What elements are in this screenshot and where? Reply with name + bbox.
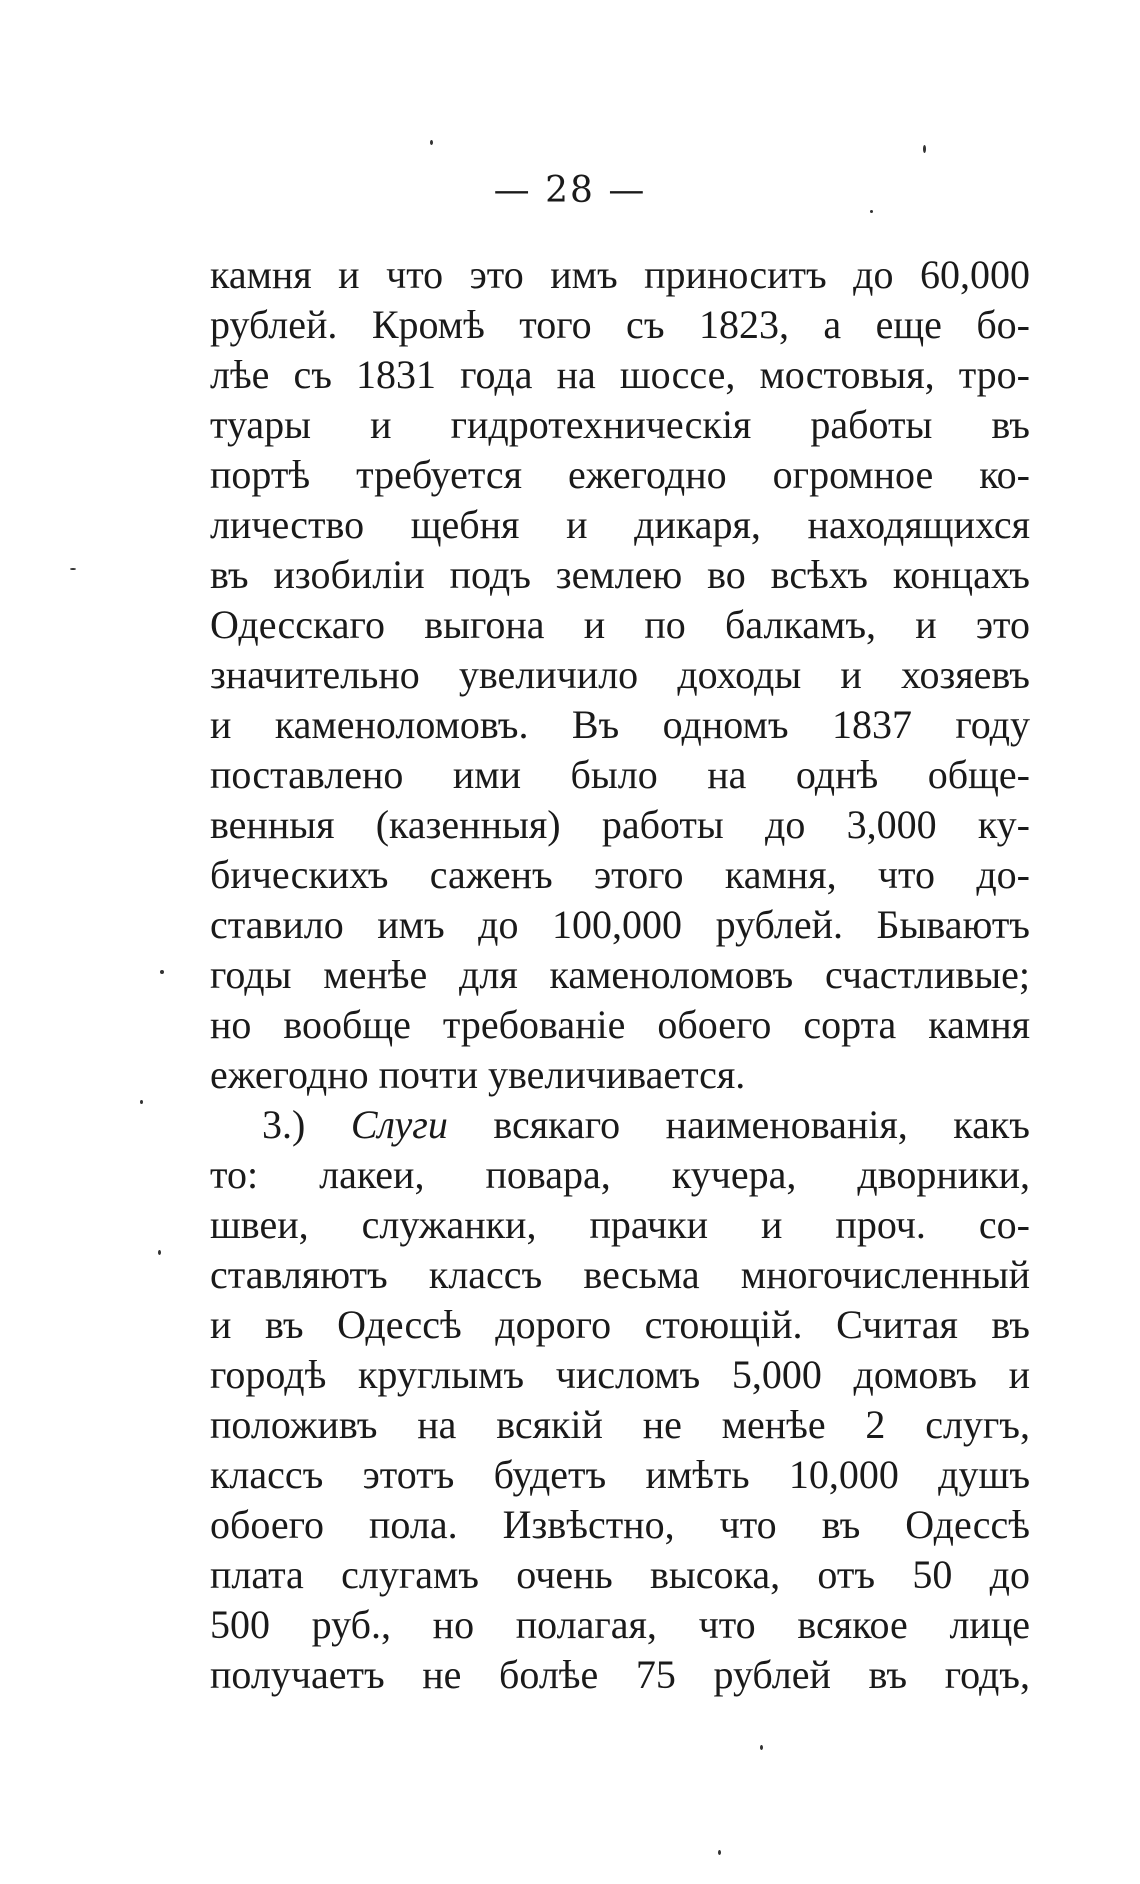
scan-speck bbox=[718, 1850, 721, 1855]
body-text bbox=[210, 250, 1030, 1700]
text-line: годы менѣе для каменоломовъ счастливые; bbox=[210, 952, 1030, 997]
text-line: рублей. Кромѣ того съ 1823, а еще бо- bbox=[210, 302, 1030, 347]
text-line: 500 руб., но полагая, что всякое лице bbox=[210, 1602, 1030, 1647]
scan-speck bbox=[158, 1250, 161, 1255]
scan-speck bbox=[70, 568, 76, 570]
text-fragment: всякаго наименованія, какъ bbox=[447, 1102, 1030, 1147]
text-line: обоего пола. Извѣстно, что въ Одессѣ bbox=[210, 1502, 1030, 1547]
scan-speck bbox=[140, 1100, 143, 1104]
paragraph-first-line bbox=[210, 1100, 1030, 1150]
text-line: и въ Одессѣ дорого стоющій. Считая въ bbox=[210, 1302, 1030, 1347]
text-line: туары и гидротехническія работы въ bbox=[210, 402, 1030, 447]
text-line: портѣ требуется ежегодно огромное ко- bbox=[210, 452, 1030, 497]
text-line: личество щебня и дикаря, находящихся bbox=[210, 502, 1030, 547]
scan-speck bbox=[160, 970, 164, 974]
scan-speck bbox=[870, 210, 873, 213]
text-line: но вообще требованіе обоего сорта камня bbox=[210, 1002, 1030, 1047]
text-line: бическихъ саженъ этого камня, что до- bbox=[210, 852, 1030, 897]
text-line: значительно увеличило доходы и хозяевъ bbox=[210, 652, 1030, 697]
text-line: ставляютъ классъ весьма многочисленный bbox=[210, 1252, 1030, 1297]
text-line: и каменоломовъ. Въ одномъ 1837 году bbox=[210, 702, 1030, 747]
scan-speck bbox=[923, 145, 926, 153]
scan-speck bbox=[760, 1745, 763, 1750]
text-line: въ изобиліи подъ землею во всѣхъ концахъ bbox=[210, 552, 1030, 597]
italic-term: Слуги bbox=[350, 1102, 448, 1147]
text-line: лѣе съ 1831 года на шоссе, мостовыя, тро- bbox=[210, 352, 1030, 397]
text-line: Одесскаго выгона и по балкамъ, и это bbox=[210, 602, 1030, 647]
scan-speck bbox=[430, 140, 433, 145]
text-line: плата слугамъ очень высока, отъ 50 до bbox=[210, 1552, 1030, 1597]
text-line: ставило имъ до 100,000 рублей. Бываютъ bbox=[210, 902, 1030, 947]
text-line: швеи, служанки, прачки и проч. со- bbox=[210, 1202, 1030, 1247]
text-line: венныя (казенныя) работы до 3,000 ку- bbox=[210, 802, 1030, 847]
text-line: положивъ на всякій не менѣе 2 слугъ, bbox=[210, 1402, 1030, 1447]
text-line: камня и что это имъ приноситъ до 60,000 bbox=[210, 252, 1030, 297]
text-line: то: лакеи, повара, кучера, дворники, bbox=[210, 1152, 1030, 1197]
list-number: 3.) bbox=[262, 1102, 351, 1147]
text-line: ежегодно почти увеличивается. bbox=[210, 1052, 746, 1097]
text-line: городѣ круглымъ числомъ 5,000 домовъ и bbox=[210, 1352, 1030, 1397]
text-line: классъ этотъ будетъ имѣть 10,000 душъ bbox=[210, 1452, 1030, 1497]
text-line: получаетъ не болѣе 75 рублей въ годъ, bbox=[210, 1652, 1030, 1697]
page-number: — 28 — bbox=[493, 170, 647, 211]
text-line: поставлено ими было на однѣ обще- bbox=[210, 752, 1030, 797]
